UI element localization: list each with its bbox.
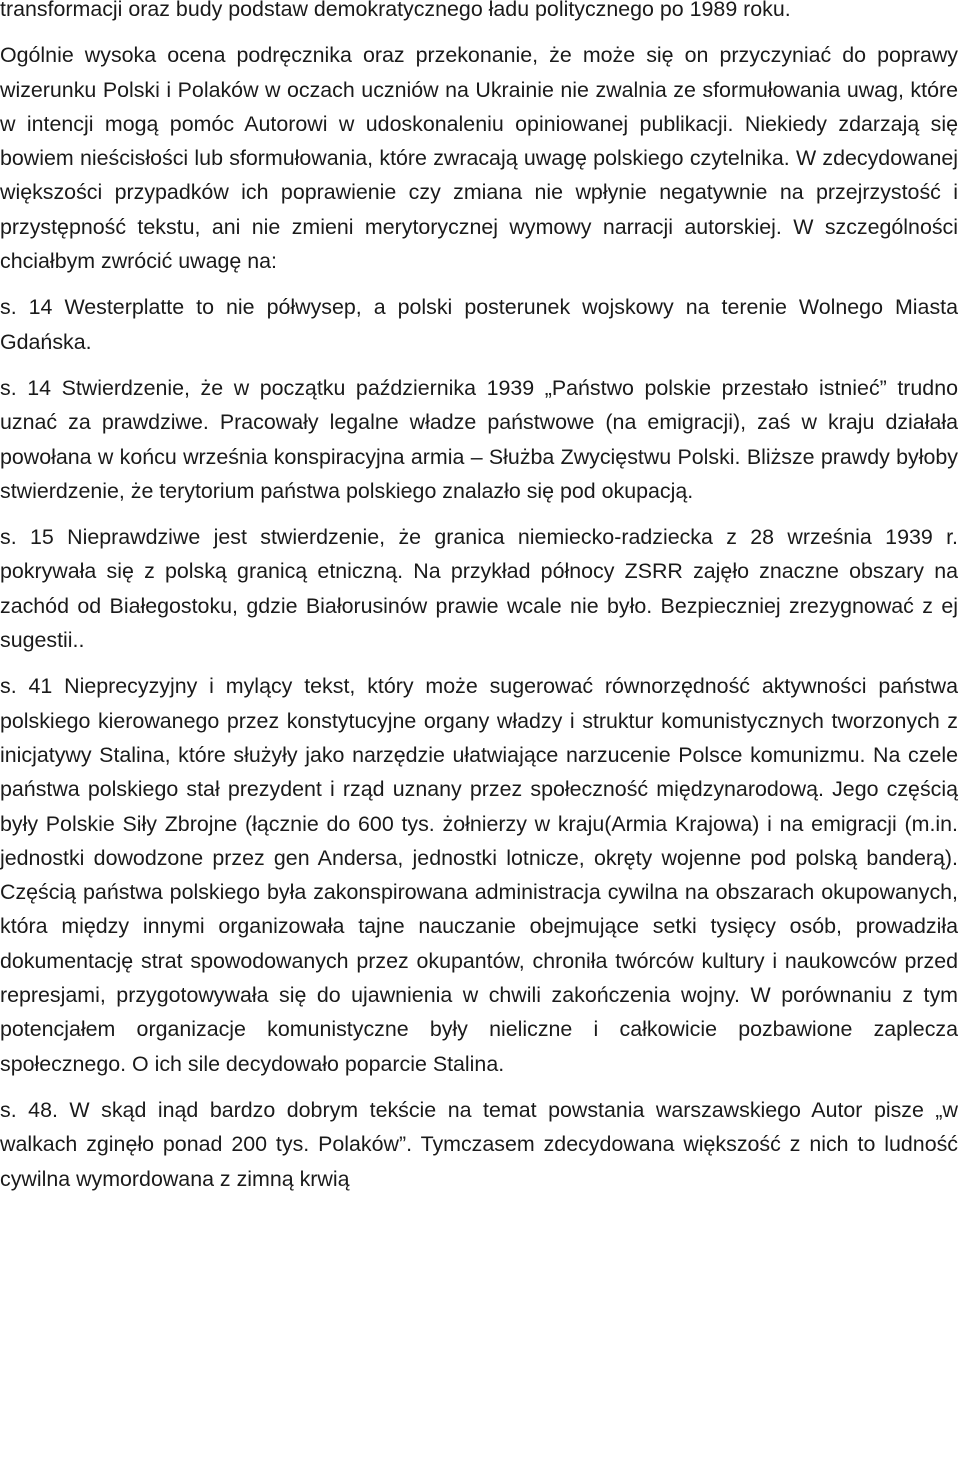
paragraph-general-assessment: Ogólnie wysoka ocena podręcznika oraz przekonanie, że może się on przyczyniać do poprawy wizerunku Polski i Polaków w oczach uczniów na Ukrainie nie zwalnia ze sformułowania uwag, które w intencji mogą pomóc Autorowi w udoskonaleniu opiniowanej publikacji. Niekiedy zdarzają się bowiem nieścisłości lub sformułowania, które zwracają uwagę polskiego czytelnika. W zdecydowanej większości przypadków ich poprawienie czy zmiana nie wpłynie negatywnie na przejrzystość i przystępność tekstu, ani nie zmieni merytorycznej wymowy narracji autorskiej. W szczególności chciałbym zwrócić uwagę na: <box>0 43 958 274</box>
paragraph-remark-polish-state: s. 41 Nieprecyzyjny i mylący tekst, który może sugerować równorzędność aktywności państwa polskiego kierowanego przez konstytucyjne organy władzy i struktur komunistycznych tworzonych z inicjatywy Stalina, które służyły jako narzędzie ułatwiające narzucenie Polsce komunizmu. Na czele państwa polskiego stał prezydent i rząd uznany przez społeczność międzynarodową. Jego częścią były Polskie Siły Zbrojne (łącznie do 600 tys. żołnierzy w kraju(Armia Krajowa) i na emigracji (m.in. jednostki dowodzone przez gen Andersa, jednostki lotnicze, okręty wojenne pod polską banderą). Częścią państwa polskiego była zakonspirowana administracja cywilna na obszarach okupowanych, która między innymi organizowała tajne nauczanie obejmujące setki tysięcy osób, prowadziła dokumentację strat spowodowanych przez okupantów, chroniła twórców kultury i naukowców przed represjami, przygotowywała się do ujawnienia w chwili zakończenia wojny. W porównaniu z tym potencjałem organizacje komunistyczne były nieliczne i całkowicie pozbawione zaplecza społecznego. O ich sile decydowało poparcie Stalina. <box>0 674 958 1076</box>
paragraph-remark-border: s. 15 Nieprawdziwe jest stwierdzenie, że granica niemiecko-radziecka z 28 września 1939 r. pokrywała się z polską granicą etniczną. Na przykład północy ZSRR zajęło znaczne obszary na zachód od Białegostoku, gdzie Białorusinów prawie wcale nie było. Bezpieczniej zrezygnować z ej sugestii.. <box>0 525 958 653</box>
paragraph-remark-westerplatte: s. 14 Westerplatte to nie półwysep, a polski posterunek wojskowy na terenie Wolnego Miasta Gdańska. <box>0 295 958 354</box>
paragraph-remark-warsaw-uprising: s. 48. W skąd inąd bardzo dobrym tekście na temat powstania warszawskiego Autor pisze „w walkach zginęło ponad 200 tys. Polaków”. Tymczasem zdecydowana większość z nich to ludność cywilna wymordowana z zimną krwią <box>0 1097 958 1191</box>
paragraph-remark-state-existence: s. 14 Stwierdzenie, że w początku października 1939 „Państwo polskie przestało istnieć” trudno uznać za prawdziwe. Pracowały legalne władze państwowe (na emigracji), zaś w kraju działała powołana w końcu września konspiracyjna armia – Służba Zwycięstwu Polski. Bliższe prawdy byłoby stwierdzenie, że terytorium państwa polskiego znalazło się pod okupacją. <box>0 375 958 503</box>
paragraph-intro-continuation: transformacji oraz budy podstaw demokratycznego ładu politycznego po 1989 roku. <box>0 0 791 21</box>
